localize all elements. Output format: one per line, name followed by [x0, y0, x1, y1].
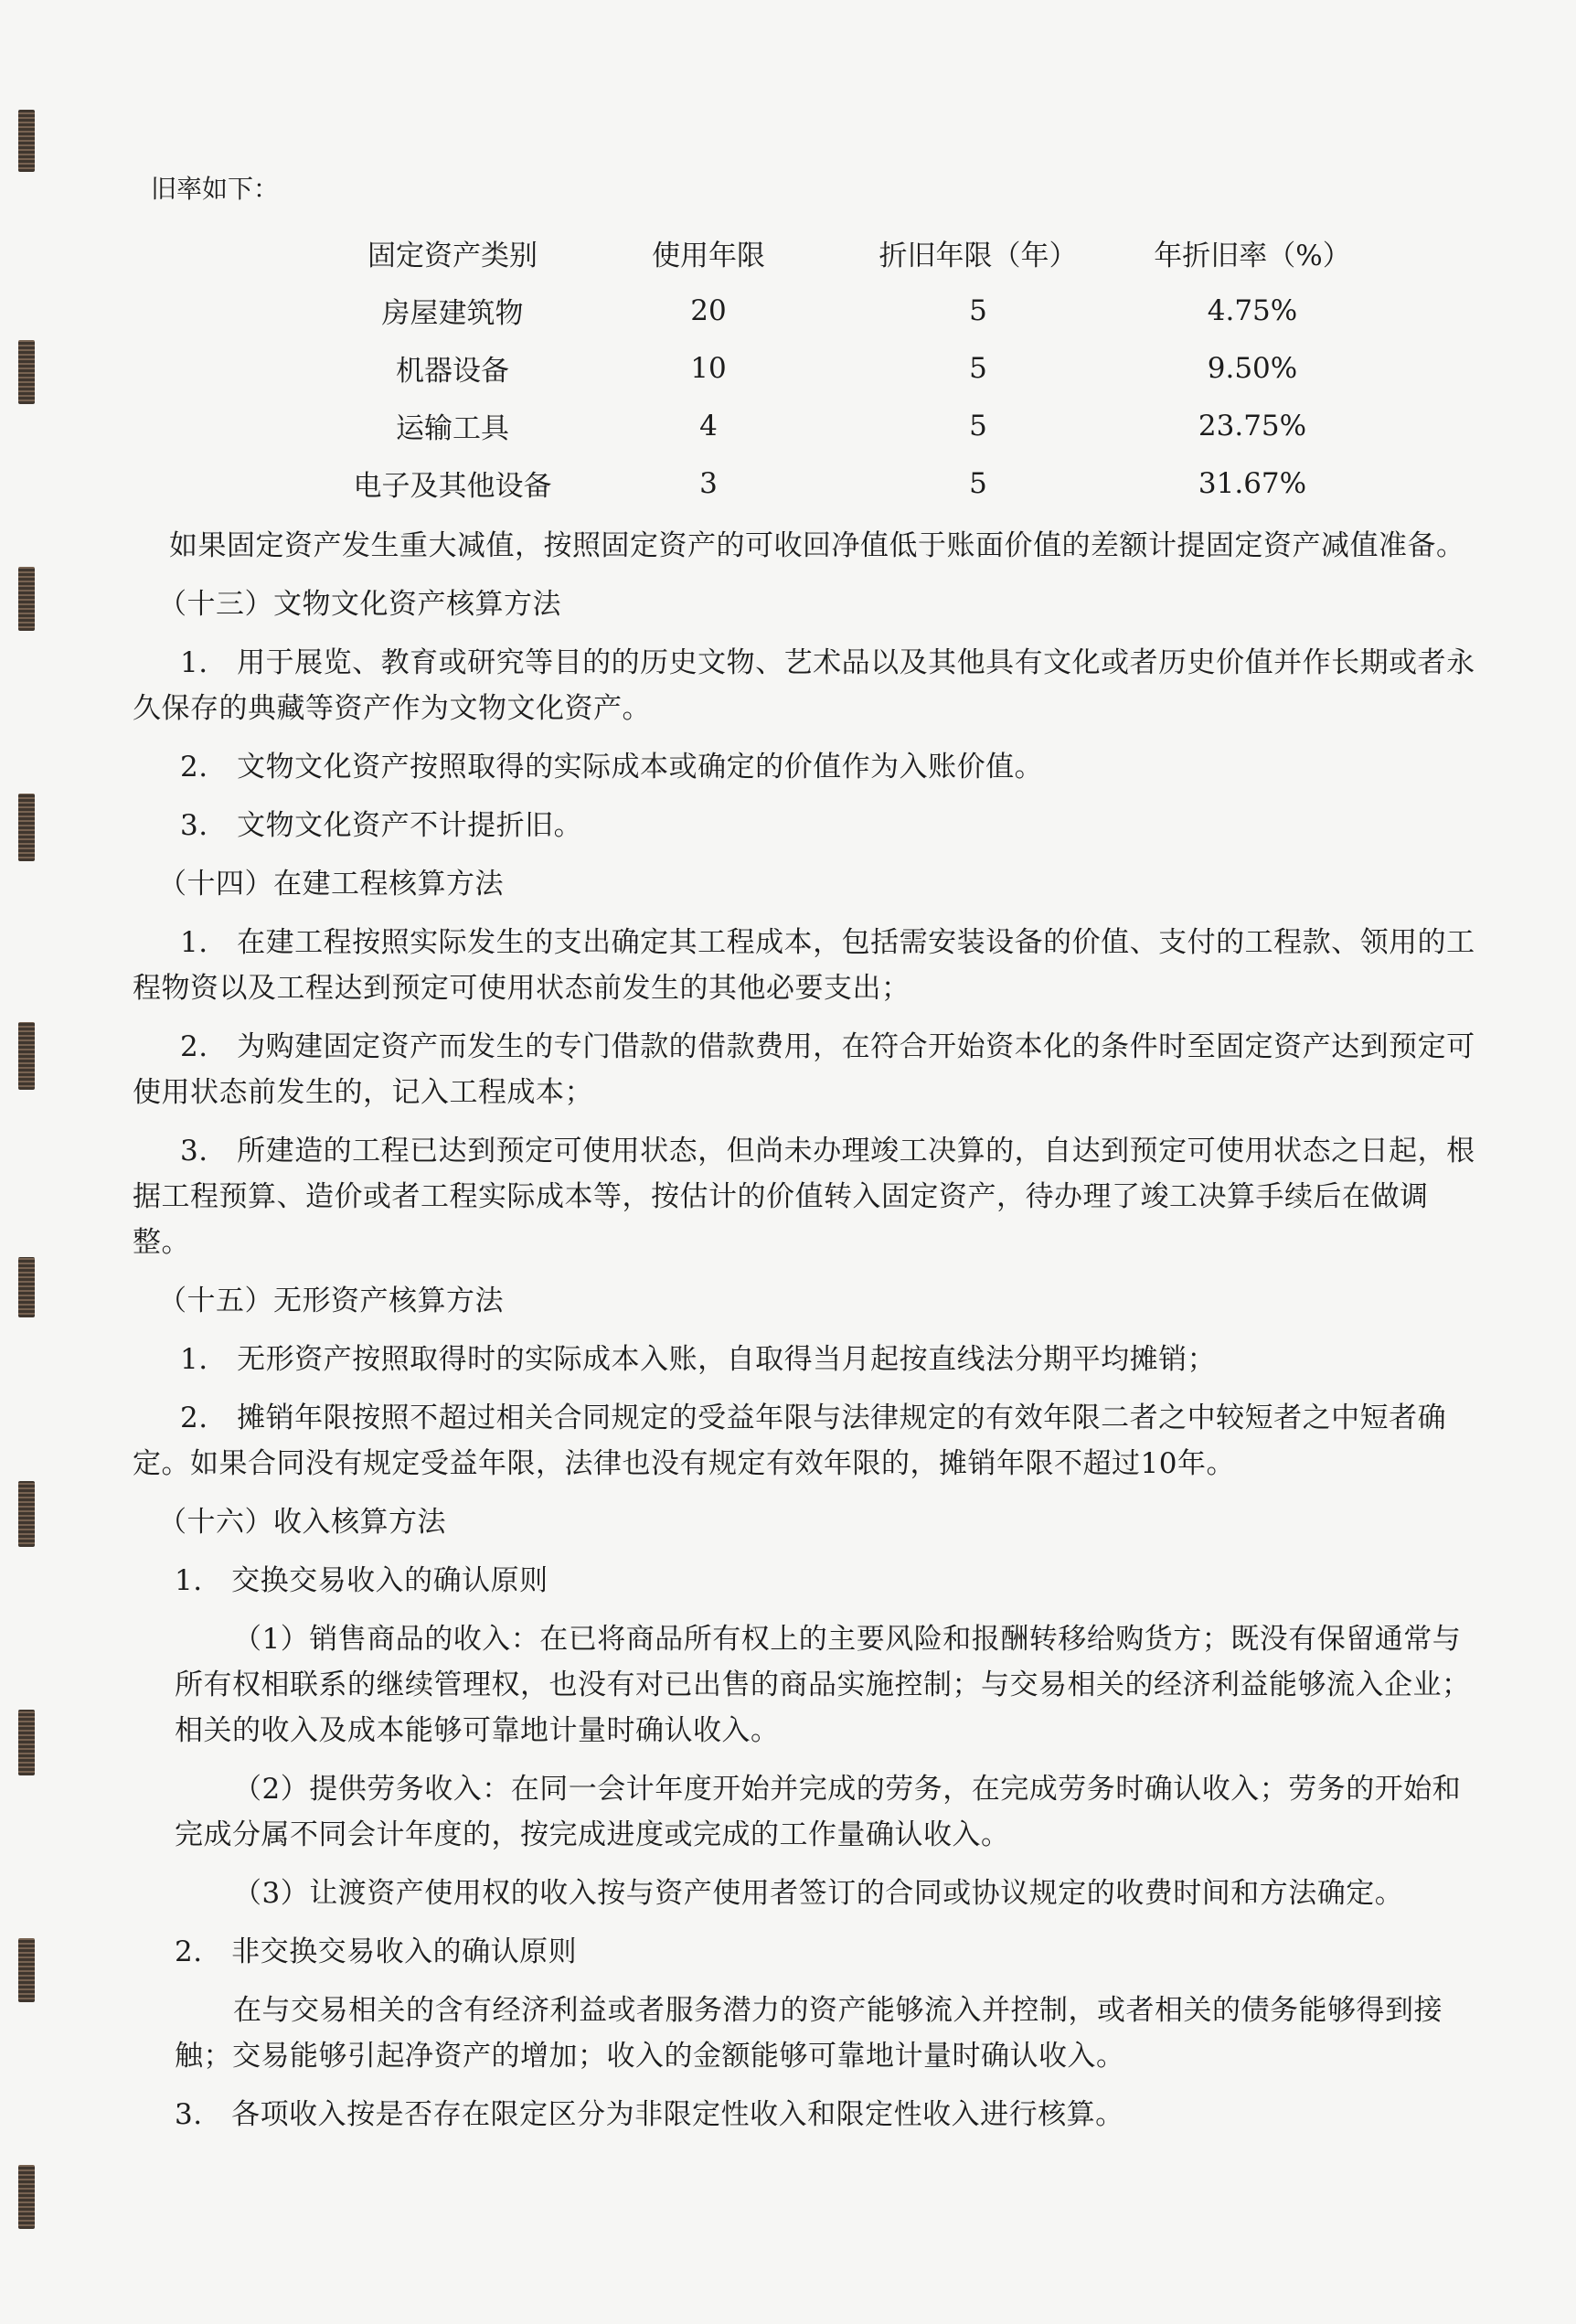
intro-text: 旧率如下： [151, 174, 280, 204]
table-cell: 机器设备 [396, 355, 509, 388]
binding-mark [18, 1481, 35, 1547]
table-cell: 运输工具 [396, 412, 509, 445]
section-heading: （十六）收入核算方法 [158, 1506, 446, 1539]
subsection-title: 1. 交换交易收入的确认原则 [175, 1564, 548, 1597]
table-row [334, 454, 1394, 512]
section-item: 3. 所建造的工程已达到预定可使用状态，但尚未办理竣工决算的，自达到预定可使用状态之日起，根据工程预算、造价或者工程实际成本等，按估计的价值转入固定资产，待办理了竣工决算手续后在做调整。 [133, 1135, 1475, 1259]
column-header: 使用年限 [652, 240, 765, 272]
binding-mark [18, 794, 35, 861]
table-header-row [334, 224, 1394, 282]
binding-mark [18, 567, 35, 631]
binding-mark [18, 2165, 35, 2229]
depreciation-table [334, 224, 1394, 512]
document-page [133, 169, 1485, 2137]
table-cell: 5 [969, 293, 987, 327]
table-cell: 5 [969, 466, 987, 500]
column-header: 折旧年限（年） [879, 240, 1078, 272]
section-item: 2. 文物文化资产按照取得的实际成本或确定的价值作为入账价值。 [180, 751, 1044, 784]
binding-mark [18, 110, 35, 172]
subsection-title: 3. 各项收入按是否存在限定区分为非限定性收入和限定性收入进行核算。 [175, 2098, 1124, 2131]
table-row [334, 339, 1394, 397]
table-cell: 23.75% [1198, 409, 1307, 442]
table-row [334, 397, 1394, 454]
subsection-item: （3）让渡资产使用权的收入按与资产使用者签订的合同或协议规定的收费时间和方法确定。 [233, 1877, 1404, 1910]
subsection-item: （1）销售商品的收入：在已将商品所有权上的主要风险和报酬转移给购货方；既没有保留通常与所有权相联系的继续管理权，也没有对已出售的商品实施控制；与交易相关的经济利益能够流入企业；相关的收入及成本能够可靠地计量时确认收入。 [175, 1623, 1471, 1747]
binding-mark [18, 1257, 35, 1317]
table-cell: 5 [969, 409, 987, 442]
table-cell: 20 [690, 293, 727, 327]
section-heading: （十四）在建工程核算方法 [158, 868, 504, 901]
table-cell: 4 [699, 409, 718, 442]
binding-mark [18, 1022, 35, 1090]
table-cell: 31.67% [1198, 466, 1307, 500]
section-item: 1. 在建工程按照实际发生的支出确定其工程成本，包括需安装设备的价值、支付的工程款、领用的工程物资以及工程达到预定可使用状态前发生的其他必要支出； [133, 926, 1475, 1005]
table-cell: 10 [690, 351, 727, 385]
table-cell: 4.75% [1207, 293, 1298, 327]
subsection-text: 在与交易相关的含有经济利益或者服务潜力的资产能够流入并控制，或者相关的债务能够得到接触；交易能够引起净资产的增加；收入的金额能够可靠地计量时确认收入。 [175, 1994, 1443, 2073]
column-header: 年折旧率（%） [1154, 240, 1351, 272]
table-cell: 5 [969, 351, 987, 385]
table-cell: 3 [699, 466, 718, 500]
section-heading: （十三）文物文化资产核算方法 [158, 588, 561, 621]
impairment-note: 如果固定资产发生重大减值，按照固定资产的可收回净值低于账面价值的差额计提固定资产减值准备。 [169, 529, 1465, 562]
table-cell: 9.50% [1207, 351, 1298, 385]
binding-mark [18, 1710, 35, 1775]
subsection-title: 2. 非交换交易收入的确认原则 [175, 1935, 578, 1968]
section-item: 1. 无形资产按照取得时的实际成本入账，自取得当月起按直线法分期平均摊销； [180, 1343, 1217, 1376]
column-header: 固定资产类别 [367, 240, 538, 272]
section-item: 1. 用于展览、教育或研究等目的的历史文物、艺术品以及其他具有文化或者历史价值并作长期或者永久保存的典藏等资产作为文物文化资产。 [133, 646, 1475, 725]
section-item: 2. 为购建固定资产而发生的专门借款的借款费用，在符合开始资本化的条件时至固定资产达到预定可使用状态前发生的，记入工程成本； [133, 1030, 1475, 1109]
table-cell: 电子及其他设备 [353, 470, 552, 503]
section-heading: （十五）无形资产核算方法 [158, 1285, 504, 1317]
subsection-item: （2）提供劳务收入：在同一会计年度开始并完成的劳务，在完成劳务时确认收入；劳务的开始和完成分属不同会计年度的，按完成进度或完成的工作量确认收入。 [175, 1773, 1462, 1851]
section-item: 2. 摊销年限按照不超过相关合同规定的受益年限与法律规定的有效年限二者之中较短者之中短者确定。如果合同没有规定受益年限，法律也没有规定有效年限的，摊销年限不超过10年。 [133, 1402, 1447, 1480]
section-item: 3. 文物文化资产不计提折旧。 [180, 809, 583, 842]
binding-mark [18, 340, 35, 404]
table-row [334, 282, 1394, 339]
binding-mark [18, 1938, 35, 2002]
table-cell: 房屋建筑物 [381, 297, 524, 330]
